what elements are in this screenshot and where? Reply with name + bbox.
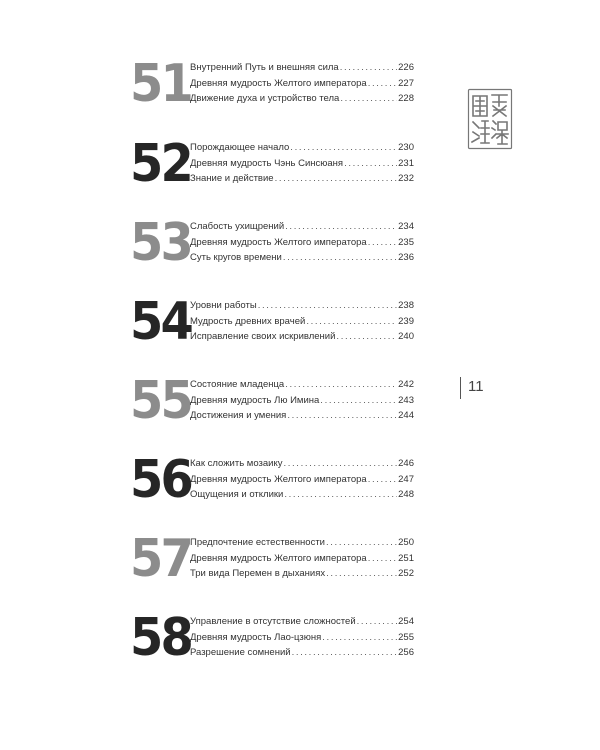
entry-page: 255	[398, 631, 414, 643]
chapter-number: 58	[130, 608, 192, 668]
entry-page: 236	[398, 252, 414, 263]
toc-entry[interactable]	[190, 393, 414, 409]
chapter-number: 52	[130, 134, 192, 194]
entry-title: Управление в отсутствие сложностей	[190, 616, 356, 627]
entry-title: Состояние младенца	[190, 379, 285, 390]
entry-page: 226	[398, 62, 414, 73]
toc-entries	[190, 377, 414, 424]
toc-section-57	[130, 529, 415, 599]
toc-entries	[190, 614, 414, 661]
entry-page: 246	[398, 458, 414, 469]
dot-leader	[306, 314, 397, 330]
dot-leader	[344, 156, 397, 172]
entry-title: Уровни работы	[190, 300, 257, 311]
entry-page: 244	[398, 410, 414, 421]
chapter-number: 54	[130, 292, 192, 352]
entry-title: Ощущения и отклики	[190, 489, 284, 500]
entry-title: Как сложить мозаику	[190, 458, 283, 469]
toc-entry[interactable]	[190, 235, 414, 251]
toc-entry[interactable]	[190, 140, 414, 156]
entry-page: 239	[398, 315, 414, 327]
toc-entry[interactable]	[190, 60, 414, 76]
chapter-number: 56	[130, 450, 192, 510]
entry-title: Движение духа и устройство тела	[190, 93, 340, 104]
entry-title: Древняя мудрость Лао-цзюня	[190, 631, 322, 643]
toc-entry[interactable]	[190, 645, 414, 661]
entry-title: Мудрость древних врачей	[190, 315, 306, 327]
toc-section-55	[130, 371, 415, 441]
dot-leader	[322, 630, 397, 646]
toc-entry[interactable]	[190, 329, 414, 345]
entry-title: Древняя мудрость Желтого императора	[190, 77, 367, 89]
entry-page: 243	[398, 394, 414, 406]
dot-leader	[283, 250, 397, 266]
entry-page: 235	[398, 236, 414, 248]
toc-section-54	[130, 292, 415, 362]
dot-leader	[285, 377, 397, 393]
entry-title: Предпочтение естественности	[190, 537, 325, 548]
entry-page: 234	[398, 221, 414, 232]
entry-title: Знание и действие	[190, 173, 274, 184]
toc-entry[interactable]	[190, 76, 414, 92]
toc-entries	[190, 140, 414, 187]
entry-title: Достижения и умения	[190, 410, 287, 421]
dot-leader	[284, 487, 397, 503]
dot-leader	[336, 329, 397, 345]
entry-title: Три вида Перемен в дыханиях	[190, 568, 326, 579]
dot-leader	[340, 91, 397, 107]
entry-page: 251	[398, 552, 414, 564]
chapter-number: 53	[130, 213, 192, 273]
dot-leader	[290, 140, 397, 156]
toc-entry[interactable]	[190, 566, 414, 582]
entry-title: Разрешение сомнений	[190, 647, 291, 658]
entry-page: 228	[398, 93, 414, 104]
toc-section-58	[130, 608, 415, 678]
dot-leader	[357, 614, 398, 630]
toc-entry[interactable]	[190, 630, 414, 646]
entry-title: Древняя мудрость Лю Имина	[190, 394, 320, 406]
entry-title: Порождающее начало	[190, 142, 290, 153]
dot-leader	[292, 645, 398, 661]
toc-entry[interactable]	[190, 551, 414, 567]
entry-page: 240	[398, 331, 414, 342]
chapter-number: 51	[130, 54, 192, 114]
page-number-marker	[460, 377, 496, 399]
entry-page: 242	[398, 379, 414, 390]
toc-entry[interactable]	[190, 377, 414, 393]
dot-leader	[287, 408, 397, 424]
toc-section-52	[130, 134, 415, 204]
entry-page: 256	[398, 647, 414, 658]
toc-entries	[190, 60, 414, 107]
page-number: 11	[468, 378, 484, 395]
toc-entry[interactable]	[190, 298, 414, 314]
entry-page: 254	[398, 616, 414, 627]
entry-page: 227	[398, 77, 414, 89]
dot-leader	[285, 219, 397, 235]
toc-entries	[190, 298, 414, 345]
toc-entries	[190, 219, 414, 266]
toc-entries	[190, 535, 414, 582]
chapter-number: 55	[130, 371, 192, 431]
dot-leader	[368, 472, 397, 488]
entry-title: Исправление своих искривлений	[190, 331, 336, 342]
dot-leader	[320, 393, 397, 409]
toc-entry[interactable]	[190, 456, 414, 472]
entry-page: 247	[398, 473, 414, 485]
entry-title: Древняя мудрость Чэнь Синсюаня	[190, 157, 344, 169]
toc-entry[interactable]	[190, 156, 414, 172]
entry-page: 230	[398, 142, 414, 153]
toc-entry[interactable]	[190, 91, 414, 107]
toc-entries	[190, 456, 414, 503]
dot-leader	[368, 76, 397, 92]
dot-leader	[368, 235, 397, 251]
toc-entry[interactable]	[190, 614, 414, 630]
toc-entry[interactable]	[190, 472, 414, 488]
entry-title: Суть кругов времени	[190, 252, 282, 263]
toc-entry[interactable]	[190, 171, 414, 187]
toc-entry[interactable]	[190, 219, 414, 235]
toc-section-56	[130, 450, 415, 520]
dot-leader	[258, 298, 397, 314]
toc-section-53	[130, 213, 415, 283]
toc-entry[interactable]	[190, 250, 414, 266]
toc-entry[interactable]	[190, 408, 414, 424]
dot-leader	[340, 60, 397, 76]
page-marker-rule	[460, 377, 461, 399]
dot-leader	[326, 566, 397, 582]
entry-title: Древняя мудрость Желтого императора	[190, 552, 367, 564]
dot-leader	[275, 171, 398, 187]
chapter-number: 57	[130, 529, 192, 589]
entry-page: 231	[398, 157, 414, 169]
entry-page: 248	[398, 489, 414, 500]
entry-title: Древняя мудрость Желтого императора	[190, 236, 367, 248]
dot-leader	[368, 551, 397, 567]
toc-entry[interactable]	[190, 314, 414, 330]
entry-title: Древняя мудрость Желтого императора	[190, 473, 367, 485]
entry-page: 238	[398, 300, 414, 311]
entry-page: 232	[398, 173, 414, 184]
entry-page: 250	[398, 537, 414, 548]
toc-entry[interactable]	[190, 535, 414, 551]
dot-leader	[326, 535, 397, 551]
toc-section-51	[130, 54, 415, 124]
entry-title: Слабость ухищрений	[190, 221, 285, 232]
dot-leader	[283, 456, 397, 472]
toc-entry[interactable]	[190, 487, 414, 503]
entry-page: 252	[398, 568, 414, 579]
chinese-seal-stamp-icon	[467, 88, 513, 150]
entry-title: Внутренний Путь и внешняя сила	[190, 62, 339, 73]
